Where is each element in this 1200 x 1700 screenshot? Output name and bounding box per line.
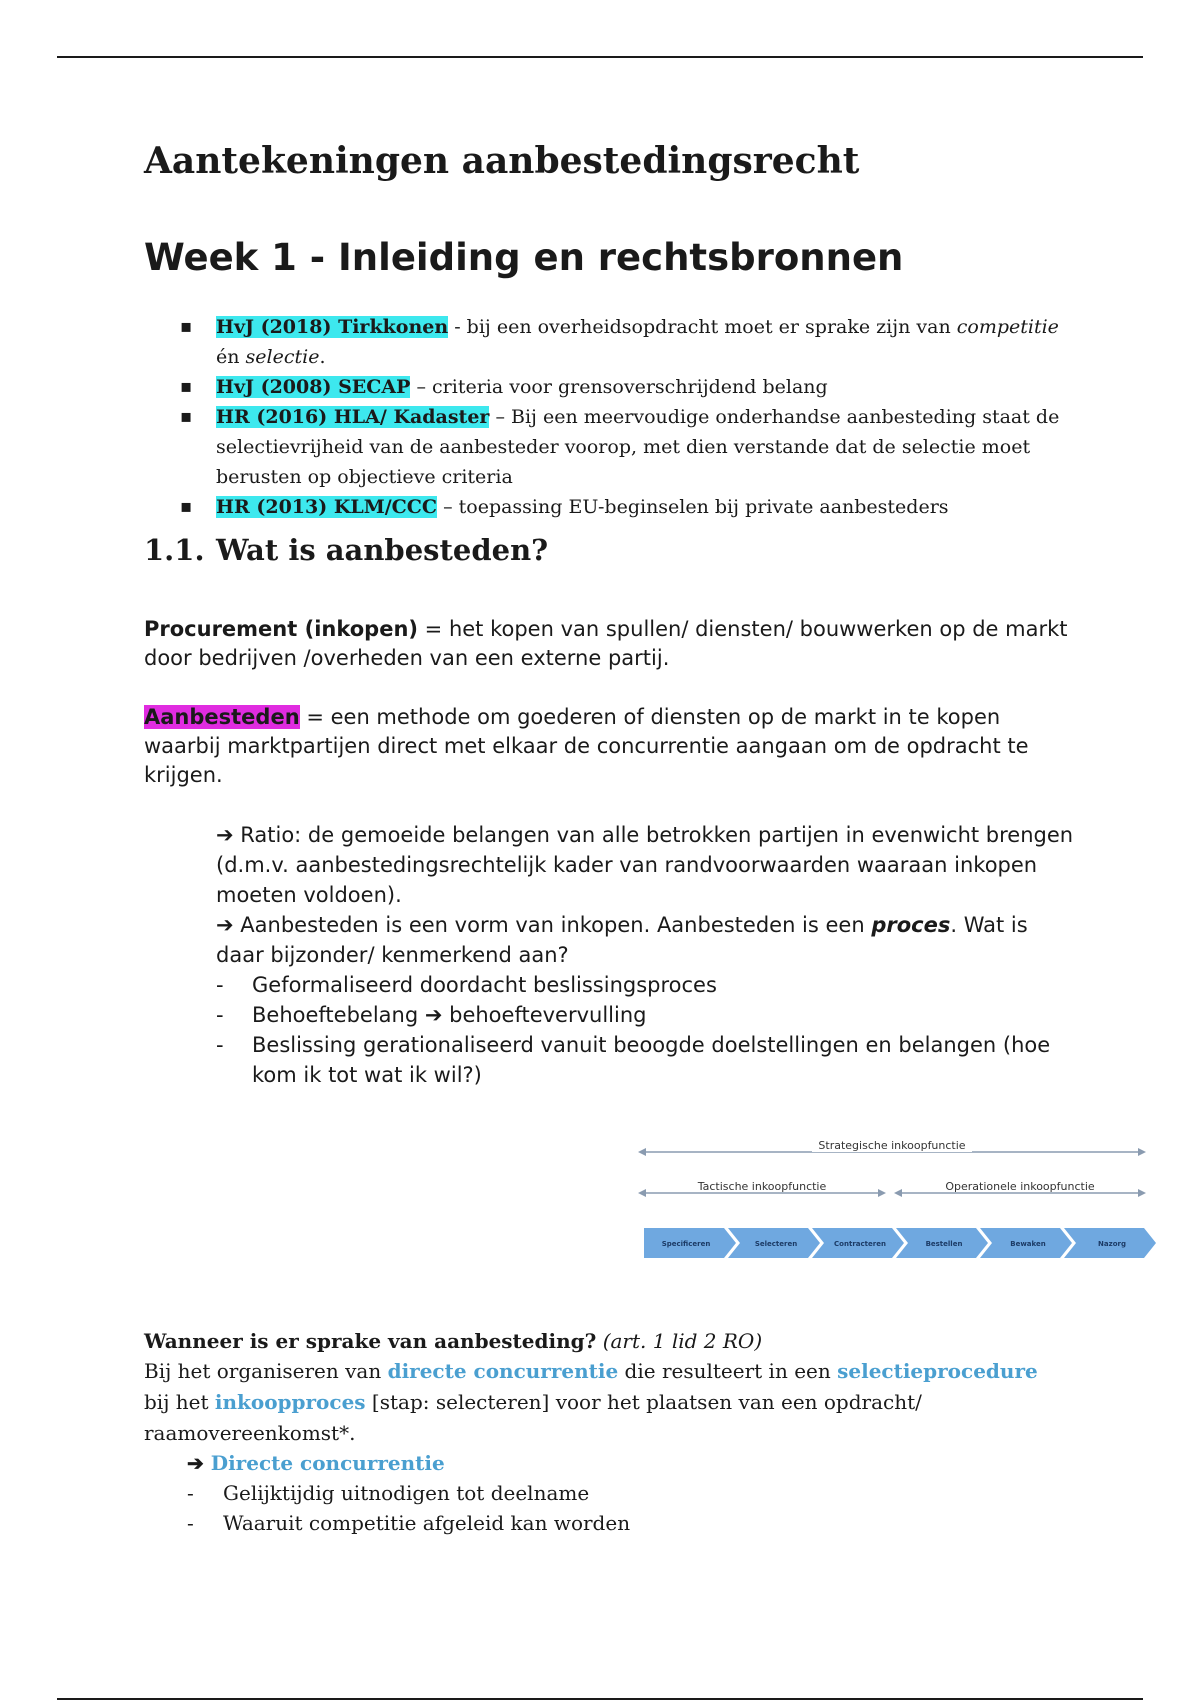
case-emphasis: competitie (956, 316, 1059, 338)
list-item: - Geformaliseerd doordacht beslissingsproces (216, 970, 1076, 1000)
top-rule (57, 56, 1143, 58)
characteristics-list (216, 970, 1076, 1090)
tactical-label: Tactische inkoopfunctie (697, 1180, 827, 1193)
directe-concurrentie-link[interactable]: directe concurrentie (387, 1359, 619, 1383)
process-text: ➔ Aanbesteden is een vorm van inkopen. Aanbesteden is een (216, 913, 872, 937)
when-paragraph (144, 1356, 1044, 1449)
process-step-label: Bestellen (925, 1240, 963, 1248)
aanbesteden-term: Aanbesteden (144, 705, 300, 729)
arrowhead-icon (1138, 1148, 1146, 1156)
list-item: - Behoeftebelang ➔ behoeftevervulling (216, 1000, 1076, 1030)
when-text: [stap: selecteren] voor het plaatsen van een opdracht/ raamovereenkomst*. (144, 1390, 922, 1445)
direct-competition-title: Directe concurrentie (210, 1451, 445, 1475)
when-heading (144, 1329, 762, 1353)
section-title: Wat is aanbesteden? (216, 533, 549, 567)
aanbesteden-definition (144, 703, 1074, 790)
process-step-label: Bewaken (1010, 1240, 1046, 1248)
case-text: - bij een overheidsopdracht moet er sprake zijn van (448, 316, 957, 338)
when-reference: (art. 1 lid 2 RO) (602, 1329, 763, 1353)
section-heading (144, 533, 548, 567)
ratio-line: ➔ Ratio: de gemoeide belangen van alle betrokken partijen in evenwicht brengen (d.m.v. aanbestedingsrechtelijk kader van randvoorwaarden waaraan inkopen moeten voldoen). (216, 823, 1074, 907)
case-text: . (319, 346, 326, 368)
arrowhead-icon (1138, 1189, 1146, 1197)
direct-competition-heading (187, 1448, 987, 1478)
procurement-definition (144, 615, 1074, 673)
case-emphasis: selectie (245, 346, 320, 368)
list-item (144, 372, 1064, 402)
direct-competition-list (187, 1478, 987, 1538)
when-text: Bij het organiseren van (144, 1359, 388, 1383)
when-text: die resulteert in een (618, 1359, 838, 1383)
process-step-label: Nazorg (1098, 1240, 1126, 1248)
list-item: - Beslissing gerationaliseerd vanuit beoogde doelstellingen en belangen (hoe kom ik tot wat ik wil?) (216, 1030, 1076, 1090)
process-step-label: Selecteren (754, 1240, 798, 1248)
arrowhead-icon (894, 1189, 902, 1197)
aanbesteden-text: = een methode om goederen of diensten op de markt in te kopen waarbij marktpartijen direct met elkaar de concurrentie aangaan om de opdracht te krijgen. (144, 705, 1029, 787)
process-steps (644, 1228, 1156, 1258)
list-item (144, 492, 1064, 522)
case-list (144, 312, 1064, 522)
process-step-label: Specificeren (661, 1240, 711, 1248)
direct-competition-block (187, 1448, 987, 1538)
case-text: én (216, 346, 246, 368)
operational-label: Operationele inkoopfunctie (945, 1180, 1095, 1193)
arrowhead-icon (878, 1189, 886, 1197)
list-item: - Gelijktijdig uitnodigen tot deelname (187, 1478, 987, 1508)
procurement-term: Procurement (inkopen) (144, 617, 418, 641)
section-number: 1.1. (144, 533, 205, 567)
case-text: – toepassing EU-beginselen bij private aanbesteders (437, 496, 949, 518)
case-reference: HvJ (2018) Tirkkonen (216, 316, 449, 338)
document-title: Aantekeningen aanbestedingsrecht (144, 140, 860, 182)
case-reference: HvJ (2008) SECAP (216, 376, 411, 398)
when-text: bij het (144, 1390, 215, 1414)
process-emphasis: proces (871, 913, 951, 937)
arrow-icon: ➔ (187, 1451, 211, 1475)
list-item (144, 312, 1064, 372)
case-text: – criteria voor grensoverschrijdend belang (410, 376, 828, 398)
inkoopproces-link[interactable]: inkoopproces (214, 1390, 366, 1414)
case-reference: HR (2016) HLA/ Kadaster (216, 406, 490, 428)
ratio-block (216, 820, 1076, 1090)
process-text: . Wat is daar bijzonder/ kenmerkend aan? (216, 913, 1028, 967)
process-step-label: Contracteren (834, 1240, 886, 1248)
case-reference: HR (2013) KLM/CCC (216, 496, 438, 518)
when-title: Wanneer is er sprake van aanbesteding? (144, 1329, 597, 1353)
list-item: - Waaruit competitie afgeleid kan worden (187, 1508, 987, 1538)
arrowhead-icon (638, 1189, 646, 1197)
list-item (144, 402, 1064, 492)
selectieprocedure-link[interactable]: selectieprocedure (837, 1359, 1038, 1383)
strategic-label: Strategische inkoopfunctie (818, 1139, 966, 1152)
process-line (216, 910, 1076, 970)
procurement-text: = het kopen van spullen/ diensten/ bouwwerken op de markt door bedrijven /overheden van een externe partij. (144, 617, 1068, 670)
week-title: Week 1 - Inleiding en rechtsbronnen (144, 236, 904, 279)
procurement-process-diagram (494, 1130, 1174, 1270)
case-text: – Bij een meervoudige onderhandse aanbesteding staat de selectievrijheid van de aanbesteder voorop, met dien verstande dat de selectie moet berusten op objectieve criteria (216, 406, 1060, 488)
arrowhead-icon (638, 1148, 646, 1156)
